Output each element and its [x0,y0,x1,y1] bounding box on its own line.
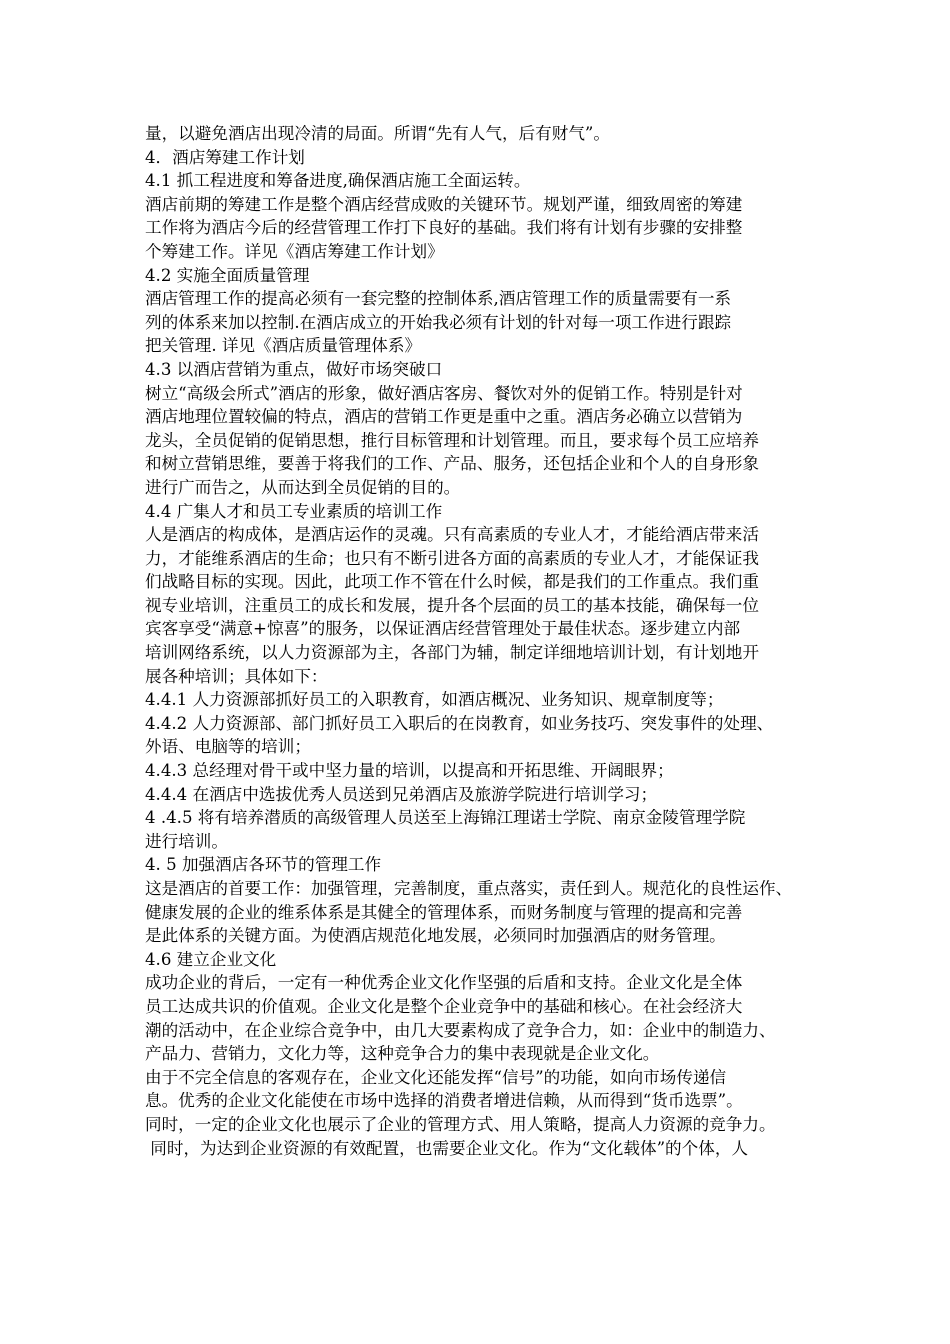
list-item: 4.4.3 总经理对骨干或中坚力量的培训，以提高和开拓思维、开阔眼界； [145,761,674,781]
text-line: 把关管理. 详见《酒店质量管理体系》 [145,336,422,356]
subsection-heading: 4.6 建立企业文化 [145,949,277,969]
list-item: 4.4.1 人力资源部抓好员工的入职教育，如酒店概况、业务知识、规章制度等； [145,690,724,710]
text-line: 健康发展的企业的维系体系是其健全的管理体系，而财务制度与管理的提高和完善 [145,902,743,922]
text-line: 是此体系的关键方面。为使酒店规范化地发展，必须同时加强酒店的财务管理。 [145,926,726,946]
text-line: 和树立营销思维，要善于将我们的工作、产品、服务，还包括企业和个人的自身形象 [145,454,759,474]
text-line: 酒店前期的筹建工作是整个酒店经营成败的关键环节。规划严谨，细致周密的筹建 [145,194,743,214]
text-line: 息。优秀的企业文化能使在市场中选择的消费者增进信赖，从而得到“货币选票”。 [145,1091,743,1111]
text-line: 宾客享受“满意+惊喜”的服务，以保证酒店经营管理处于最佳状态。逐步建立内部 [145,619,741,639]
text-line: 人是酒店的构成体，是酒店运作的灵魂。只有高素质的专业人才，才能给酒店带来活 [145,525,759,545]
text-line: 进行广而告之，从而达到全员促销的目的。 [145,477,461,497]
text-line: 培训网络系统，以人力资源部为主，各部门为辅，制定详细地培训计划，有计划地开 [145,643,759,663]
text-line: 成功企业的背后，一定有一种优秀企业文化作坚强的后盾和支持。企业文化是全体 [145,973,743,993]
text-line: 龙头，全员促销的促销思想，推行目标管理和计划管理。而且，要求每个员工应培养 [145,430,759,450]
text-line: 个筹建工作。详见《酒店筹建工作计划》 [145,241,444,261]
document-page [145,122,817,1160]
subsection-heading: 4.4 广集人才和员工专业素质的培训工作 [145,501,443,521]
text-line: 潮的活动中，在企业综合竞争中，由几大要素构成了竞争合力，如：企业中的制造力、 [145,1020,776,1040]
text-line: 外语、电脑等的培训； [145,737,311,757]
list-item: 4.4.4 在酒店中选拔优秀人员送到兄弟酒店及旅游学院进行培训学习； [145,784,658,804]
text-line: 们战略目标的实现。因此，此项工作不管在什么时候，都是我们的工作重点。我们重 [145,572,759,592]
text-line: 同时，一定的企业文化也展示了企业的管理方式、用人策略，提高人力资源的竞争力。 [145,1114,776,1134]
text-line: 力，才能维系酒店的生命；也只有不断引进各方面的高素质的专业人才，才能保证我 [145,548,759,568]
text-line: 工作将为酒店今后的经营管理工作打下良好的基础。我们将有计划有步骤的安排整 [145,218,743,238]
text-line: 产品力、营销力，文化力等，这种竞争合力的集中表现就是企业文化。 [145,1044,660,1064]
text-line: 量，以避免酒店出现冷清的局面。所谓“先有人气，后有财气”。 [145,124,610,143]
section-heading: 4．酒店筹建工作计划 [145,147,305,167]
text-line: 酒店管理工作的提高必须有一套完整的控制体系,酒店管理工作的质量需要有一系 [145,289,732,309]
text-line: 这是酒店的首要工作：加强管理，完善制度，重点落实，责任到人。规范化的良性运作、 [145,879,793,898]
subsection-heading: 4.1 抓工程进度和筹备进度,确保酒店施工全面运转。 [145,171,531,191]
subsection-heading: 4.3 以酒店营销为重点，做好市场突破口 [145,359,443,379]
text-line: 由于不完全信息的客观存在，企业文化还能发挥“信号”的功能，如向市场传递信 [145,1067,727,1087]
text-line: 树立“高级会所式”酒店的形象，做好酒店客房、餐饮对外的促销工作。特别是针对 [145,383,743,403]
text-line: 进行培训。 [145,831,228,851]
text-line: 酒店地理位置较偏的特点，酒店的营销工作更是重中之重。酒店务必确立以营销为 [145,407,743,427]
text-line: 展各种培训；具体如下： [145,666,328,686]
text-line: 列的体系来加以控制.在酒店成立的开始我必须有计划的针对每一项工作进行跟踪 [145,312,732,332]
subsection-heading: 4.2 实施全面质量管理 [145,265,310,285]
list-item: 4.4.2 人力资源部、部门抓好员工入职后的在岗教育，如业务技巧、突发事件的处理、 [145,713,774,733]
list-item: 4 .4.5 将有培养潜质的高级管理人员送至上海锦江理诺士学院、南京金陵管理学院 [145,808,746,828]
subsection-heading: 4. 5 加强酒店各环节的管理工作 [145,855,382,875]
text-line: 员工达成共识的价值观。企业文化是整个企业竞争中的基础和核心。在社会经济大 [145,996,743,1016]
text-line: 视专业培训，注重员工的成长和发展，提升各个层面的员工的基本技能，确保每一位 [145,595,759,615]
text-line: 同时，为达到企业资源的有效配置，也需要企业文化。作为“文化载体”的个体，人 [145,1138,749,1158]
